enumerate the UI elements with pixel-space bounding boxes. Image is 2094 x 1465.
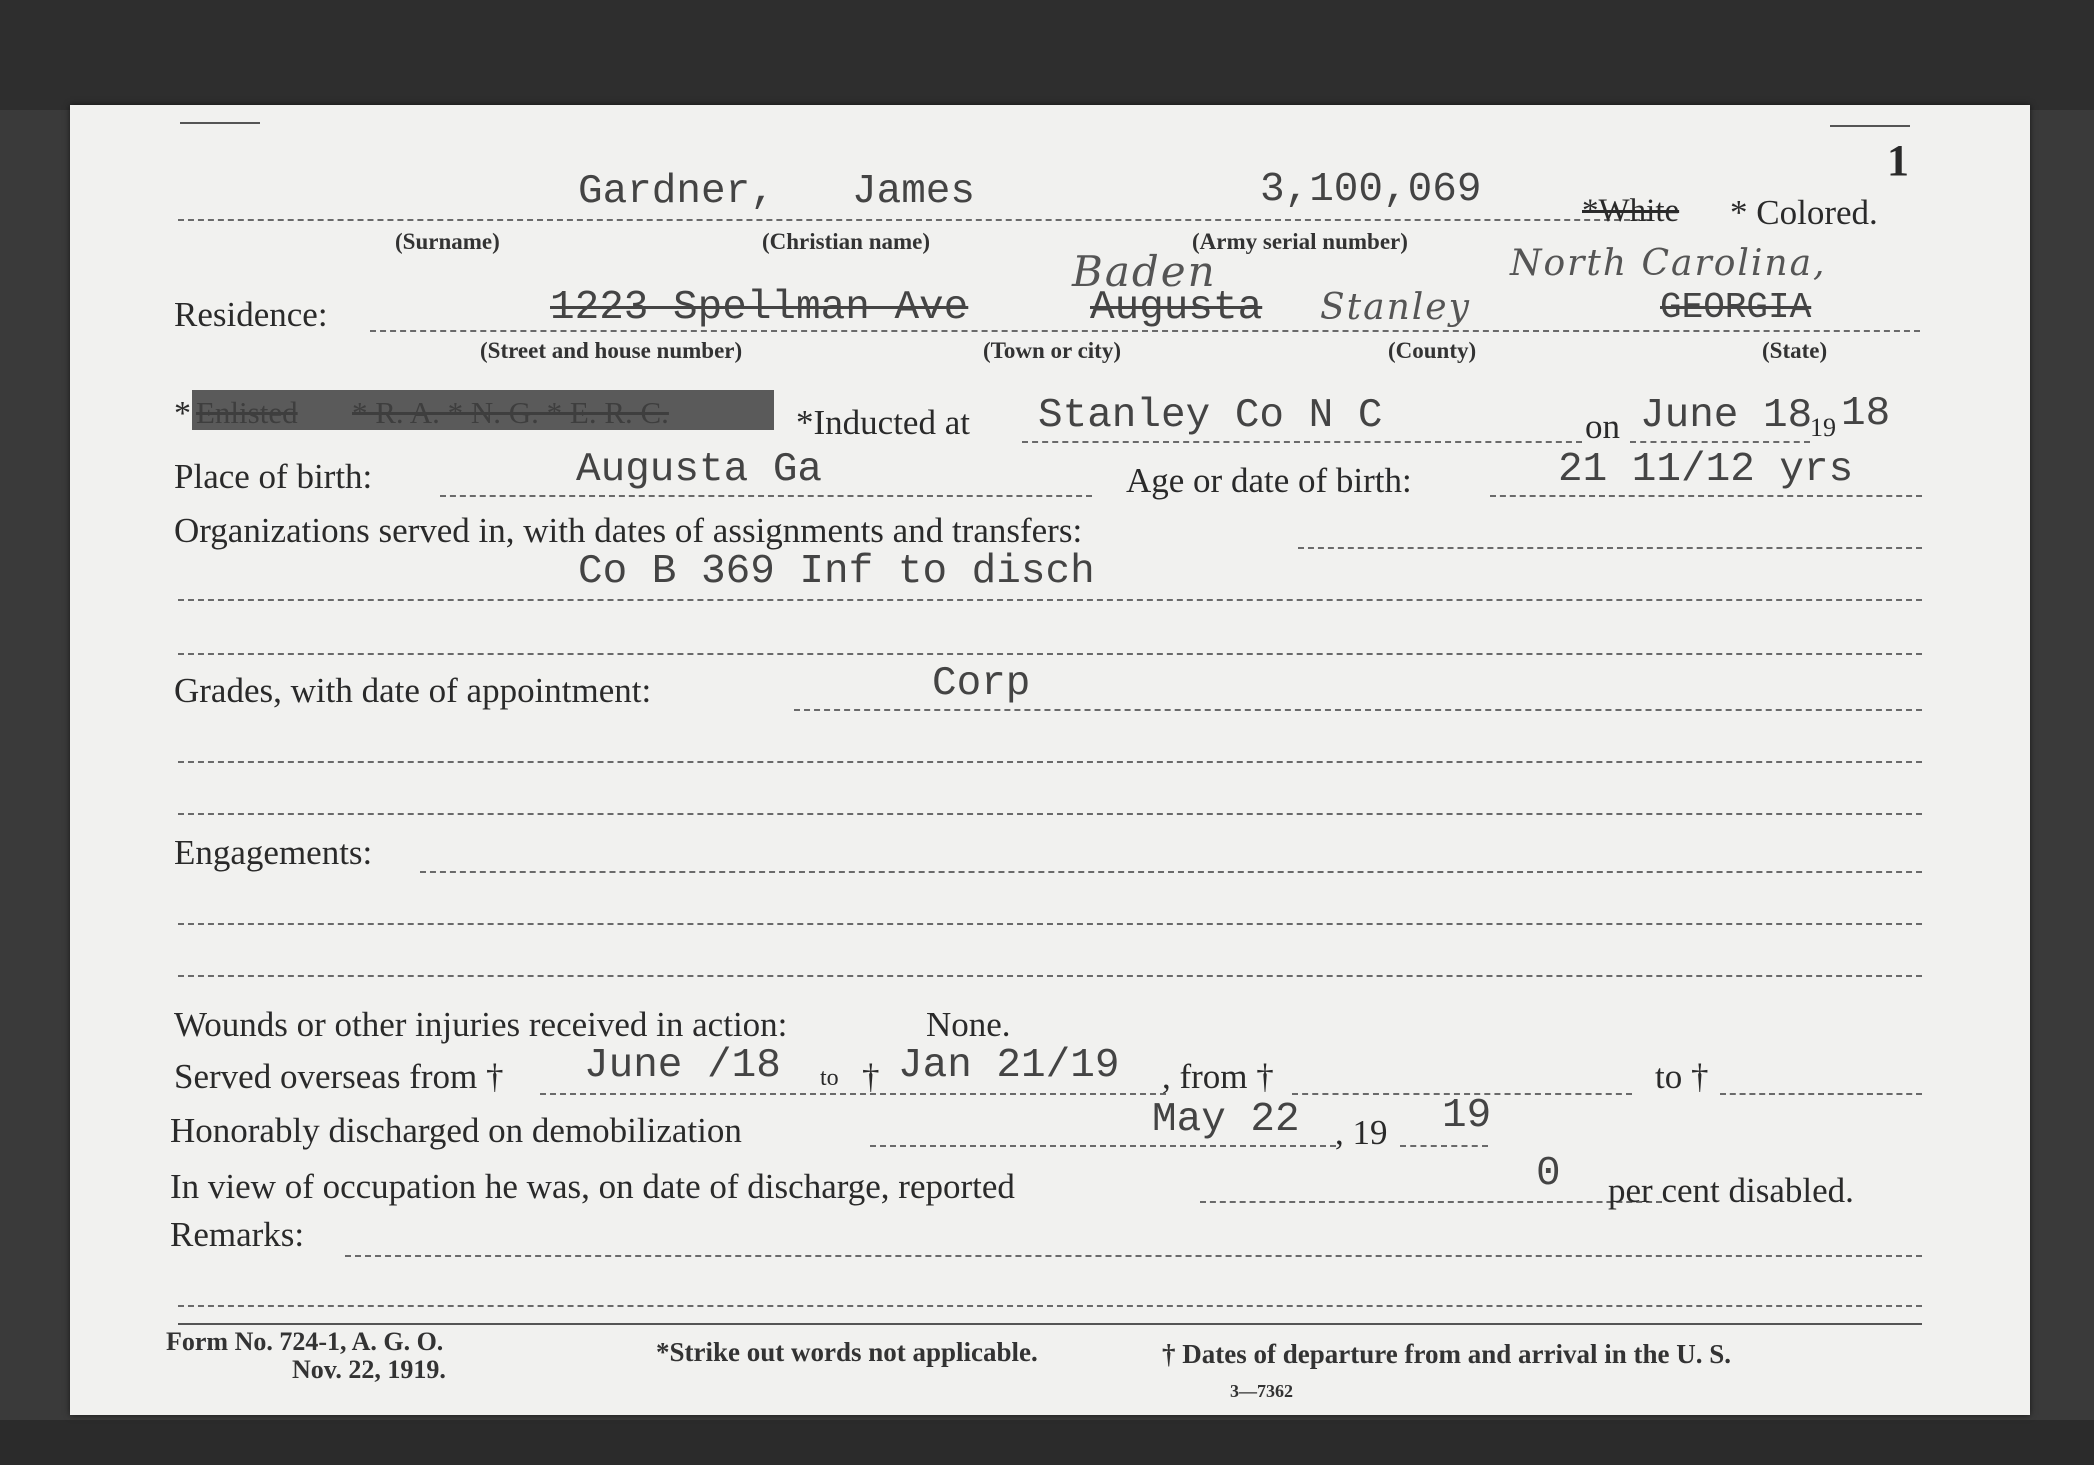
discharge-year-line — [1400, 1145, 1488, 1147]
age-line — [1490, 495, 1922, 497]
place-of-birth-line — [440, 495, 1092, 497]
inducted-place-line — [1022, 441, 1582, 443]
organizations-label: Organizations served in, with dates of assignments and transfers: — [174, 511, 1083, 550]
wounds-label: Wounds or other injuries received in action: — [174, 1005, 788, 1044]
remarks-line-1 — [345, 1255, 1922, 1257]
overseas-label: Served overseas from † — [174, 1057, 504, 1096]
enlisted-struck: Enlisted — [196, 395, 298, 430]
town-typed-struck: Augusta — [1090, 285, 1263, 331]
street-caption: (Street and house number) — [480, 338, 743, 363]
remarks-line-2 — [178, 1305, 1922, 1307]
engagements-label: Engagements: — [174, 833, 373, 872]
top-right-rule — [1830, 125, 1910, 127]
christian-name-caption: (Christian name) — [762, 229, 931, 254]
town-caption: (Town or city) — [983, 338, 1121, 363]
form-number: Form No. 724-1, A. G. O. — [166, 1327, 444, 1356]
surname-caption: (Surname) — [395, 229, 500, 254]
state-handwritten: North Carolina, — [1510, 243, 1827, 284]
disability-value: 0 — [1536, 1151, 1561, 1197]
overseas-line-1 — [540, 1093, 1166, 1095]
race-colored: * Colored. — [1730, 193, 1878, 232]
place-of-birth-label: Place of birth: — [174, 457, 373, 496]
street-typed-struck: 1223 Spellman Ave — [550, 285, 969, 331]
enlisted-asterisk: * — [174, 395, 191, 432]
organizations-line-3 — [178, 653, 1922, 655]
on-label: on — [1585, 407, 1620, 446]
overseas-from2-label: , from † — [1162, 1057, 1274, 1096]
county-caption: (County) — [1388, 338, 1477, 363]
engagements-line-1 — [420, 871, 1922, 873]
residence-line — [370, 330, 1920, 332]
overseas-from-value: June /18 — [584, 1043, 781, 1089]
form-date: Nov. 22, 1919. — [292, 1355, 446, 1384]
induction-date-value: June 18 — [1640, 393, 1813, 439]
place-of-birth-value: Augusta Ga — [576, 447, 823, 493]
grades-line-3 — [178, 813, 1922, 815]
discharge-year-prefix: , 19 — [1335, 1113, 1388, 1152]
discharge-date-line — [870, 1145, 1336, 1147]
card-number: 1 — [1887, 136, 1909, 185]
footer-rule — [178, 1323, 1922, 1325]
organizations-value: Co B 369 Inf to disch — [578, 549, 1095, 595]
grades-value: Corp — [932, 661, 1031, 707]
serial-number-value: 3,100,069 — [1260, 167, 1482, 213]
engagements-line-3 — [178, 975, 1922, 977]
overseas-dagger: † — [862, 1057, 880, 1096]
county-handwritten: Stanley — [1320, 287, 1471, 328]
christian-name-value: James — [852, 169, 976, 215]
wounds-value: None. — [926, 1005, 1011, 1044]
scan-background-bottom — [0, 1420, 2094, 1465]
organizations-line-1 — [1298, 547, 1922, 549]
name-line — [178, 219, 1650, 221]
induction-year-prefix: 19 — [1810, 413, 1836, 442]
surname-value: Gardner, — [578, 169, 775, 215]
overseas-line-3 — [1720, 1093, 1922, 1095]
disability-label: In view of occupation he was, on date of discharge, reported — [170, 1167, 1015, 1206]
scan-background-top — [0, 0, 2094, 110]
grades-label: Grades, with date of appointment: — [174, 671, 652, 710]
grades-line-1 — [794, 709, 1922, 711]
discharge-date-value: May 22 — [1152, 1097, 1300, 1143]
age-label: Age or date of birth: — [1126, 461, 1412, 500]
state-caption: (State) — [1762, 338, 1828, 363]
engagements-line-2 — [178, 923, 1922, 925]
state-typed-struck: GEORGIA — [1660, 287, 1812, 328]
residence-label: Residence: — [174, 295, 328, 334]
overseas-to-label: to — [820, 1065, 839, 1091]
induction-year-suffix: 18 — [1841, 391, 1891, 437]
disability-suffix: per cent disabled. — [1608, 1171, 1854, 1210]
top-left-rule — [180, 122, 260, 124]
induction-date-line — [1630, 441, 1810, 443]
overseas-to-value: Jan 21/19 — [898, 1043, 1120, 1089]
print-code: 3—7362 — [1230, 1381, 1293, 1401]
service-record-card — [70, 105, 2030, 1415]
discharge-year-suffix: 19 — [1442, 1093, 1492, 1139]
grades-line-2 — [178, 761, 1922, 763]
race-white-struck: *White — [1582, 193, 1680, 229]
town-handwritten: Baden — [1072, 247, 1217, 296]
age-value: 21 11/12 yrs — [1558, 447, 1854, 493]
dates-note: † Dates of departure from and arrival in the U. S. — [1162, 1339, 1731, 1369]
discharge-label: Honorably discharged on demobilization — [170, 1111, 742, 1150]
overseas-to2-label: to † — [1655, 1057, 1709, 1096]
serial-number-caption: (Army serial number) — [1192, 229, 1408, 254]
service-branches-struck: * R. A. * N. G. * E. R. C. — [352, 395, 669, 430]
organizations-line-2 — [178, 599, 1922, 601]
inducted-place-value: Stanley Co N C — [1038, 393, 1383, 439]
remarks-label: Remarks: — [170, 1215, 305, 1254]
disability-line — [1200, 1201, 1662, 1203]
inducted-label: *Inducted at — [796, 403, 970, 442]
strike-out-note: *Strike out words not applicable. — [656, 1337, 1038, 1367]
